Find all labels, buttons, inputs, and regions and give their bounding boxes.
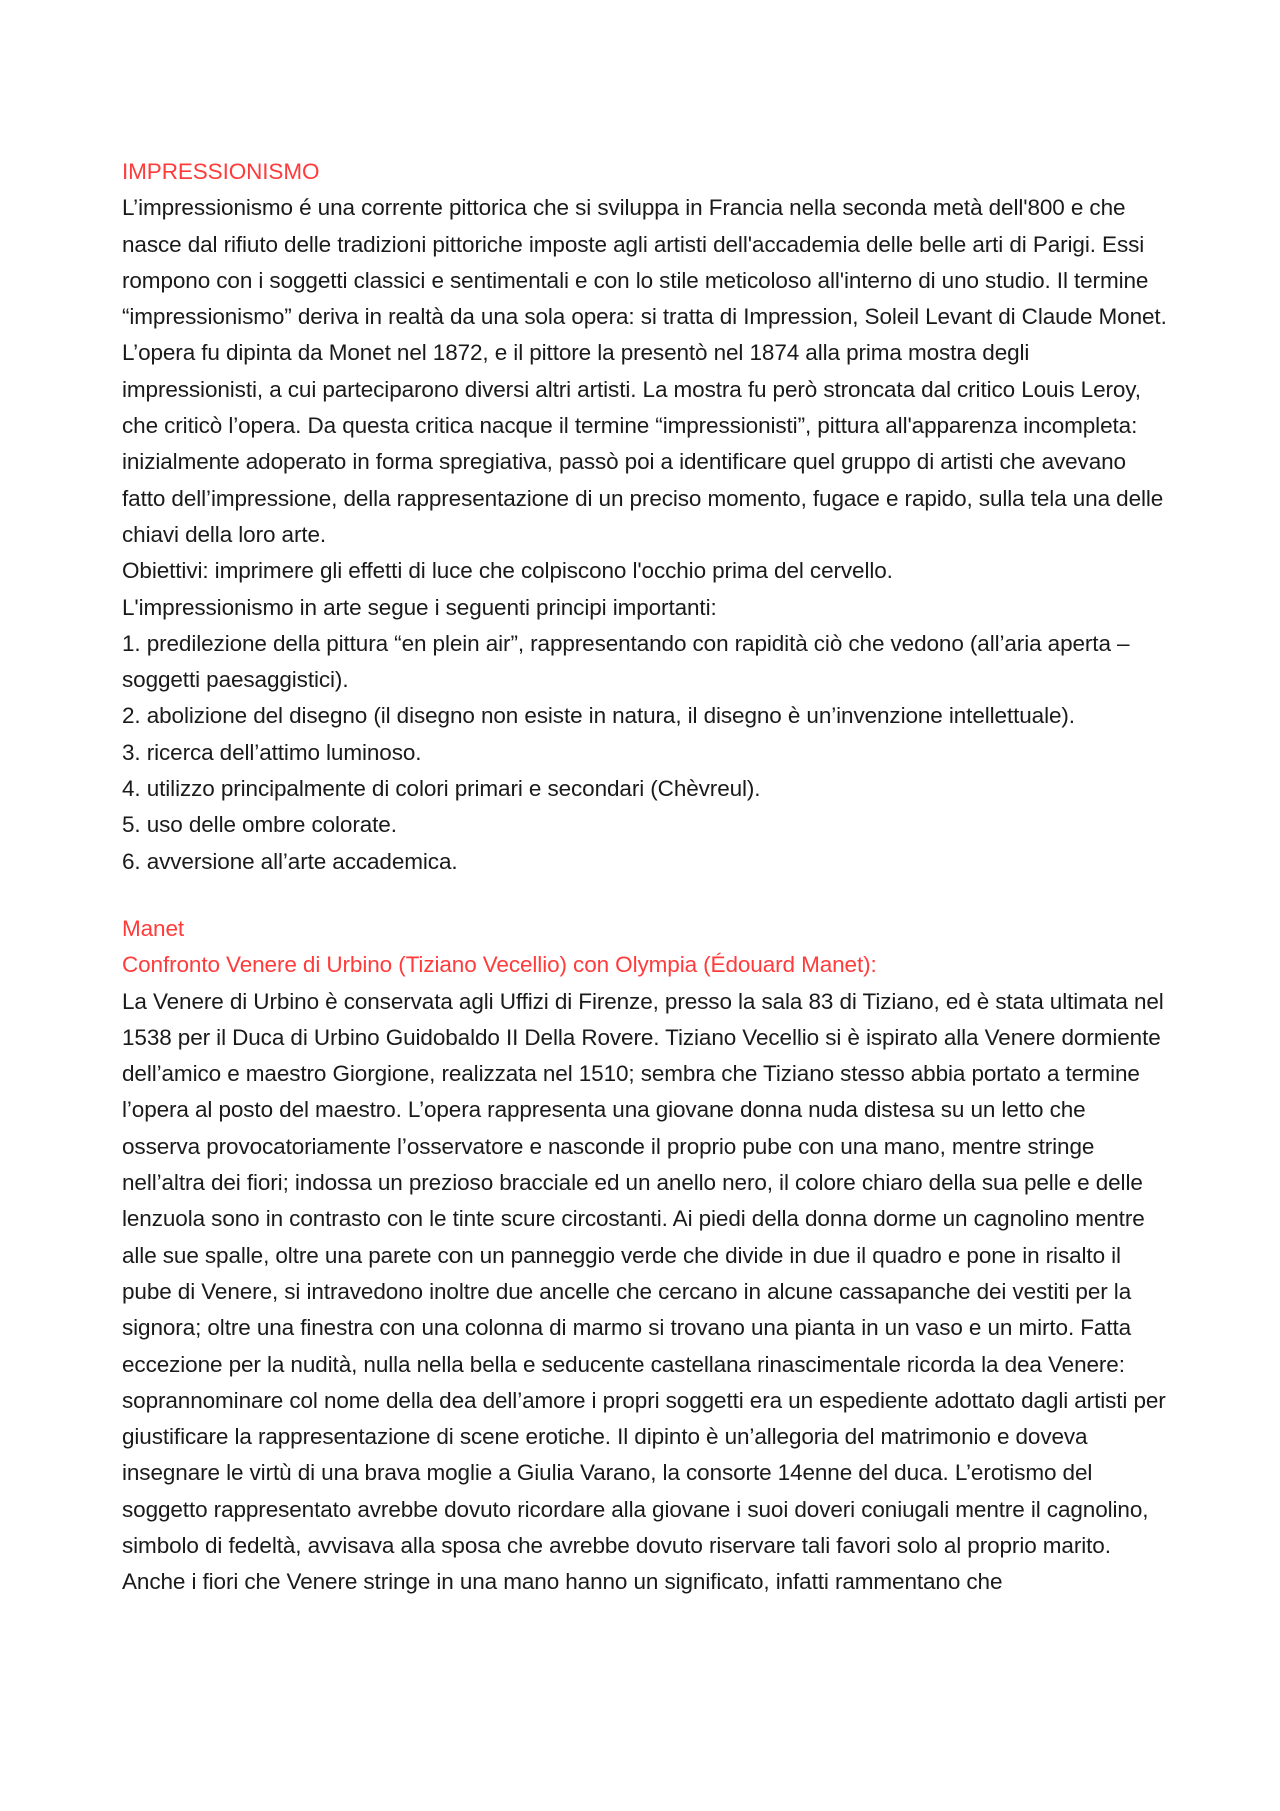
section-spacer bbox=[122, 880, 1167, 911]
section-subtitle-confronto: Confronto Venere di Urbino (Tiziano Vecellio) con Olympia (Édouard Manet): bbox=[122, 952, 877, 978]
principle-item: 2. abolizione del disegno (il disegno non esiste in natura, il disegno è un’invenzione intellettuale). bbox=[122, 703, 1075, 729]
principle-item: 5. uso delle ombre colorate. bbox=[122, 812, 397, 838]
principle-item: 1. predilezione della pittura “en plein air”, rappresentando con rapidità ciò che vedono (all’aria aperta – soggetti paesaggistici). bbox=[122, 630, 1130, 693]
document-page bbox=[122, 154, 1167, 1601]
principles-intro: L'impressionismo in arte segue i seguenti principi importanti: bbox=[122, 594, 717, 620]
principle-item: 3. ricerca dell’attimo luminoso. bbox=[122, 739, 422, 765]
principle-item: 4. utilizzo principalmente di colori primari e secondari (Chèvreul). bbox=[122, 776, 761, 802]
section-title-manet: Manet bbox=[122, 915, 185, 941]
objectives-line: Obiettivi: imprimere gli effetti di luce che colpiscono l'occhio prima del cervello. bbox=[122, 558, 893, 584]
principles-list bbox=[122, 626, 1167, 880]
section-title-impressionismo: IMPRESSIONISMO bbox=[122, 159, 320, 184]
principle-item: 6. avversione all’arte accademica. bbox=[122, 848, 458, 874]
intro-paragraph: L’impressionismo é una corrente pittorica che si sviluppa in Francia nella seconda metà dell'800 e che nasce dal rifiuto delle tradizioni pittoriche imposte agli artisti dell'accademia delle belle arti di Parigi. Essi rompono con i soggetti classici e sentimentali e con lo stile meticoloso all'interno di uno studio. Il termine “impressionismo” deriva in realtà da una sola opera: si tratta di Impression, Soleil Levant di Claude Monet. L’opera fu dipinta da Monet nel 1872, e il pittore la presentò nel 1874 alla prima mostra degli impressionisti, a cui parteciparono diversi altri artisti. La mostra fu però stroncata dal critico Louis Leroy, che criticò l’opera. Da questa critica nacque il termine “impressionisti”, pittura all'apparenza incompleta: inizialmente adoperato in forma spregiativa, passò poi a identificare quel gruppo di artisti che avevano fatto dell’impressione, della rappresentazione di un preciso momento, fugace e rapido, sulla tela una delle chiavi della loro arte. bbox=[122, 195, 1167, 547]
venere-paragraph: La Venere di Urbino è conservata agli Uffizi di Firenze, presso la sala 83 di Tiziano, ed è stata ultimata nel 1538 per il Duca di Urbino Guidobaldo II Della Rovere. Tiziano Vecellio si è ispirato alla Venere dormiente dell’amico e maestro Giorgione, realizzata nel 1510; sembra che Tiziano stesso abbia portato a termine l’opera al posto del maestro. L’opera rappresenta una giovane donna nuda distesa su un letto che osserva provocatoriamente l’osservatore e nasconde il proprio pube con una mano, mentre stringe nell’altra dei fiori; indossa un prezioso bracciale ed un anello nero, il colore chiaro della sua pelle e delle lenzuola sono in contrasto con le tinte scure circostanti. Ai piedi della donna dorme un cagnolino mentre alle sue spalle, oltre una parete con un panneggio verde che divide in due il quadro e pone in risalto il pube di Venere, si intravedono inoltre due ancelle che cercano in alcune cassapanche dei vestiti per la signora; oltre una finestra con una colonna di marmo si trovano una pianta in un vaso e un mirto. Fatta eccezione per la nudità, nulla nella bella e seducente castellana rinascimentale ricorda la dea Venere: soprannominare col nome della dea dell’amore i propri soggetti era un espediente adottato dagli artisti per giustificare la rappresentazione di scene erotiche. Il dipinto è un’allegoria del matrimonio e doveva insegnare le virtù di una brava moglie a Giulia Varano, la consorte 14enne del duca. L’erotismo del soggetto rappresentato avrebbe dovuto ricordare alla giovane i suoi doveri coniugali mentre il cagnolino, simbolo di fedeltà, avvisava alla sposa che avrebbe dovuto riservare tali favori solo al proprio marito. Anche i fiori che Venere stringe in una mano hanno un significato, infatti rammentano che bbox=[122, 988, 1166, 1595]
